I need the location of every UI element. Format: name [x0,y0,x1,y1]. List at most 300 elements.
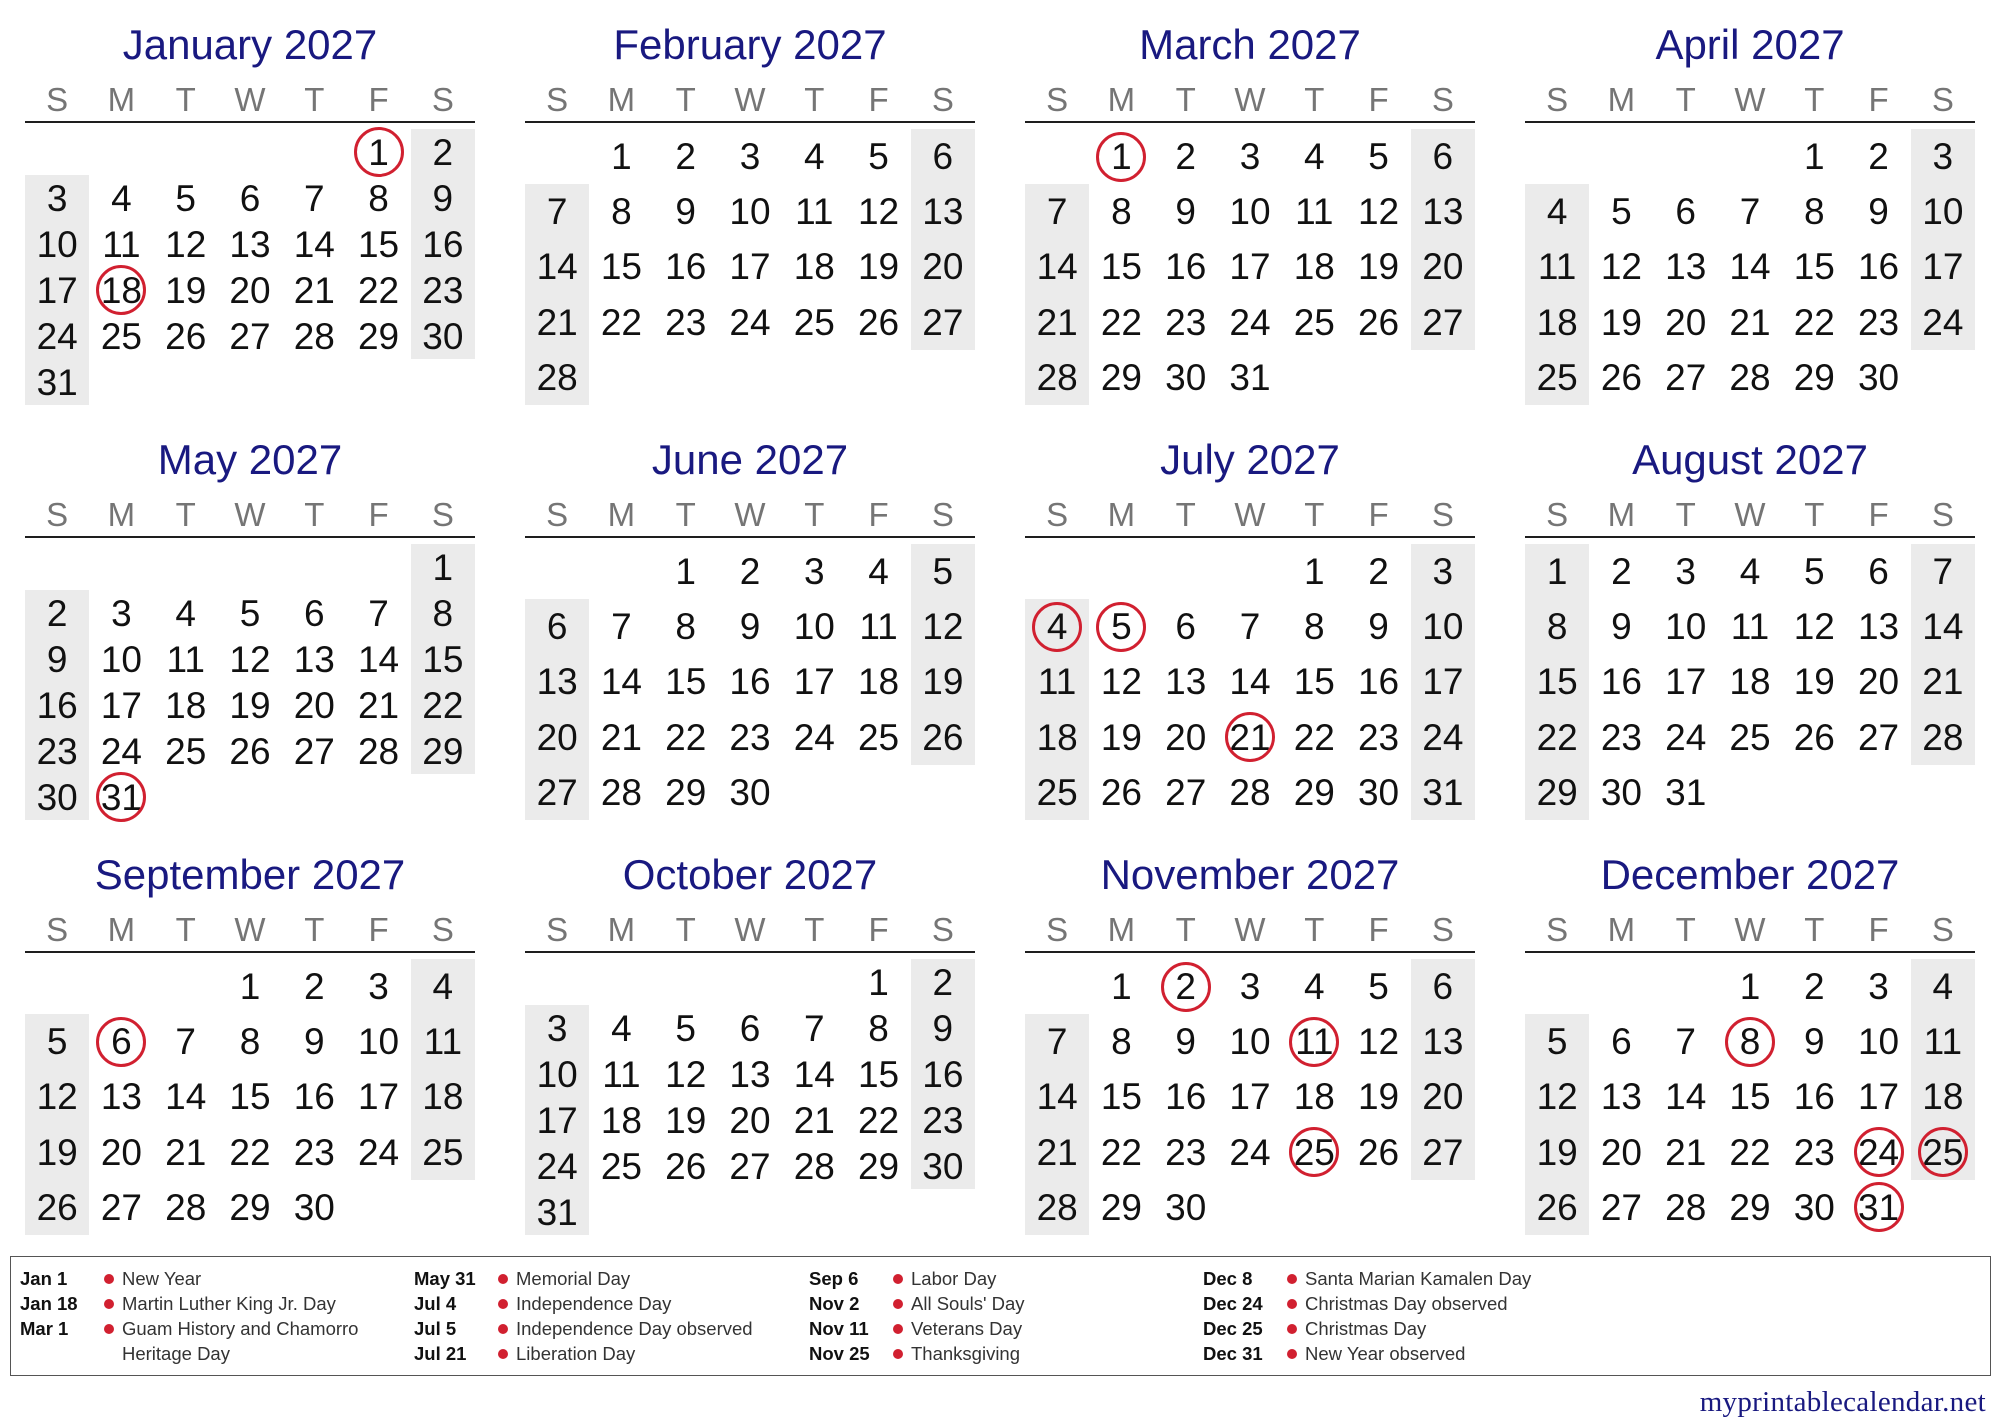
day-number: 17 [1422,661,1464,703]
weekday-label: W [1234,911,1266,948]
day-number: 26 [1357,301,1400,343]
day-number: 28 [1036,356,1078,398]
day-number: 30 [1357,771,1400,813]
day-cell [218,221,282,267]
legend-column [20,1266,387,1366]
day-cell [654,710,718,765]
empty-day-cell [89,129,153,175]
day-number: 19 [1536,1131,1578,1173]
day-number: 13 [293,638,335,680]
day-number: 22 [1293,716,1335,758]
day-cell [1846,129,1910,184]
day-number: 27 [1165,771,1207,813]
day-number: 17 [1857,1076,1900,1118]
legend-date: Jan 18 [20,1293,78,1314]
bullet-icon [96,1266,122,1291]
day-number: 28 [1036,1186,1078,1228]
month-march-2027 [1025,0,1475,406]
weekday-label: M [1107,496,1136,533]
day-cell [1782,1069,1846,1124]
day-cell [1346,765,1410,820]
day-number: 10 [1229,191,1271,233]
day-cell [846,129,910,184]
day-number: 2 [675,136,696,178]
day-number: 10 [1422,606,1464,648]
legend-holiday-name: Independence Day observed [516,1318,753,1339]
day-cell [25,221,89,267]
day-number: 26 [1536,1186,1578,1228]
day-number: 14 [793,1053,835,1095]
day-number: 5 [675,1007,696,1049]
weekday-label: S [931,911,954,948]
day-cell [1782,295,1846,350]
weekday-label: T [304,81,325,118]
day-number: 3 [1239,966,1261,1008]
day-cell [89,728,153,774]
day-cell [718,1005,782,1051]
day-cell [1589,1014,1653,1069]
day-cell [282,682,346,728]
day-cell [1718,654,1782,709]
weekday-label: W [1234,81,1266,118]
empty-day-cell [718,350,782,405]
day-number: 4 [803,136,825,178]
month-days-grid [25,129,475,405]
day-number: 30 [36,776,78,818]
day-number: 10 [729,191,771,233]
day-cell [411,175,475,221]
day-cell [1718,1125,1782,1180]
weekday-label: M [607,911,636,948]
legend-entry [414,1316,781,1341]
day-number: 17 [1922,246,1964,288]
legend-date: Jul 21 [414,1343,467,1364]
day-number: 28 [357,730,400,772]
day-number: 10 [793,606,835,648]
day-number: 20 [1857,661,1900,703]
day-cell [1589,1069,1653,1124]
weekday-label: S [546,81,569,118]
day-cell [1346,129,1410,184]
legend-date: Mar 1 [20,1318,69,1339]
day-number: 21 [1665,1131,1707,1173]
day-number: 27 [1600,1186,1642,1228]
day-cell [346,959,410,1014]
day-cell [89,221,153,267]
day-number: 14 [1229,661,1271,703]
weekday-label: F [368,81,389,118]
day-cell [911,1097,975,1143]
day-cell [154,221,218,267]
empty-day-cell [846,765,910,820]
day-cell [1411,710,1475,765]
day-number: 23 [293,1131,335,1173]
day-number: 1 [368,131,389,173]
day-number: 29 [1729,1186,1771,1228]
weekday-header-row [1525,79,1975,123]
day-number: 28 [600,771,642,813]
day-cell [89,682,153,728]
empty-day-cell [282,359,346,405]
day-number: 23 [1600,716,1642,758]
day-number: 27 [536,771,578,813]
day-cell [1846,959,1910,1014]
day-cell [654,765,718,820]
day-cell [1589,599,1653,654]
weekday-label: M [1607,496,1636,533]
day-cell [1411,295,1475,350]
day-cell [1346,239,1410,294]
weekday-label: S [1546,496,1569,533]
day-number: 26 [165,315,207,357]
day-number: 29 [422,730,464,772]
bullet-icon [1279,1291,1305,1316]
day-cell [1846,350,1910,405]
day-number: 21 [1729,301,1771,343]
empty-day-cell [654,959,718,1005]
weekday-label: M [1607,81,1636,118]
day-number: 12 [1357,1021,1400,1063]
day-cell [846,184,910,239]
day-number: 17 [1665,661,1707,703]
month-title: December 2027 [1600,851,1900,898]
day-number: 27 [1665,356,1707,398]
empty-day-cell [89,359,153,405]
weekday-header-row [1025,79,1475,123]
day-number: 5 [1803,551,1825,593]
day-cell [1154,654,1218,709]
day-number: 19 [165,269,207,311]
empty-day-cell [1218,544,1282,599]
day-number: 26 [665,1145,707,1187]
day-cell [1089,710,1153,765]
empty-day-cell [1911,765,1975,820]
empty-day-cell [154,544,218,590]
day-cell [1089,350,1153,405]
day-number: 19 [36,1131,78,1173]
day-cell [1218,295,1282,350]
day-cell [1218,654,1282,709]
weekday-label: S [1046,81,1069,118]
bullet-icon [490,1266,516,1291]
day-cell [1782,1180,1846,1235]
day-number: 6 [1675,191,1696,233]
empty-day-cell [589,959,653,1005]
day-cell [1154,184,1218,239]
day-cell [911,1005,975,1051]
day-number: 14 [293,223,335,265]
day-cell [411,682,475,728]
day-number: 23 [1857,301,1900,343]
day-number: 12 [1600,246,1642,288]
month-title: May 2027 [157,436,343,483]
day-cell [911,239,975,294]
day-cell [1411,239,1475,294]
day-cell [1654,599,1718,654]
day-cell [282,590,346,636]
day-number: 17 [357,1076,400,1118]
weekday-label: S [1046,911,1069,948]
weekday-label: S [1546,81,1569,118]
day-number: 5 [1368,136,1389,178]
day-number: 18 [1293,1076,1335,1118]
day-number: 23 [1165,301,1207,343]
day-number: 26 [36,1186,78,1228]
day-cell [89,1069,153,1124]
day-number: 17 [100,684,142,726]
day-number: 8 [368,177,389,219]
day-cell [346,682,410,728]
day-cell [1346,599,1410,654]
day-cell [846,544,910,599]
day-number: 7 [1739,191,1761,233]
day-cell [1218,765,1282,820]
day-number: 4 [1046,606,1068,648]
day-number: 12 [1100,661,1142,703]
day-cell [1846,184,1910,239]
day-number: 16 [36,684,78,726]
day-cell [589,184,653,239]
day-cell [282,175,346,221]
day-number: 9 [46,638,68,680]
day-cell [525,1189,589,1235]
day-number: 25 [100,315,142,357]
day-number: 29 [1100,1186,1142,1228]
day-cell [1654,1180,1718,1235]
weekday-label: M [1107,911,1136,948]
day-cell [1411,654,1475,709]
holiday-day-cell [1718,1014,1782,1069]
day-cell [1089,1014,1153,1069]
day-cell [911,129,975,184]
day-number: 12 [165,223,207,265]
empty-day-cell [154,774,218,820]
day-number: 24 [36,315,78,357]
empty-day-cell [589,544,653,599]
day-number: 11 [795,191,834,233]
day-cell [89,590,153,636]
day-cell [1654,184,1718,239]
day-cell [25,267,89,313]
weekday-label: S [46,81,69,118]
day-cell [282,636,346,682]
bullet-icon [1279,1316,1305,1341]
day-cell [1718,1069,1782,1124]
day-number: 12 [229,638,271,680]
weekday-label: F [868,496,889,533]
day-number: 7 [1046,1021,1068,1063]
day-number: 3 [739,136,761,178]
weekday-label: S [431,911,454,948]
day-cell [1589,184,1653,239]
month-january-2027 [25,0,475,406]
day-cell [1089,295,1153,350]
day-number: 4 [432,966,454,1008]
weekday-label: M [107,496,136,533]
weekday-label: W [1734,911,1766,948]
empty-day-cell [1782,765,1846,820]
day-number: 21 [536,301,578,343]
day-number: 1 [1803,136,1825,178]
weekday-label: T [1175,81,1196,118]
day-cell [1282,129,1346,184]
empty-day-cell [654,1189,718,1235]
day-number: 21 [600,716,642,758]
day-cell [282,221,346,267]
day-number: 13 [922,191,964,233]
day-number: 25 [600,1145,642,1187]
day-number: 5 [1611,191,1632,233]
day-number: 7 [175,1021,196,1063]
legend-date: Dec 8 [1203,1268,1253,1289]
day-number: 12 [857,191,900,233]
day-number: 29 [665,771,707,813]
day-cell [1282,599,1346,654]
day-number: 13 [1165,661,1207,703]
day-number: 24 [1922,301,1964,343]
day-number: 19 [1357,1076,1400,1118]
day-cell [1525,1180,1589,1235]
weekday-label: M [1107,81,1136,118]
day-cell [25,359,89,405]
month-october-2027 [525,830,975,1236]
day-cell [346,1069,410,1124]
day-number: 6 [1611,1021,1632,1063]
day-cell [1154,129,1218,184]
day-cell [718,295,782,350]
day-cell [1589,295,1653,350]
day-cell [782,654,846,709]
day-number: 23 [1165,1131,1207,1173]
day-cell [89,313,153,359]
empty-day-cell [25,129,89,175]
month-april-2027 [1525,0,1975,406]
day-cell [1346,184,1410,239]
day-cell [1282,765,1346,820]
weekday-label: T [175,81,196,118]
weekday-label: S [1546,911,1569,948]
day-cell [1911,1069,1975,1124]
day-number: 22 [422,684,464,726]
day-number: 19 [1357,246,1400,288]
day-cell [1782,654,1846,709]
day-number: 6 [111,1021,132,1063]
day-cell [346,1125,410,1180]
day-number: 7 [368,592,389,634]
day-cell [25,774,89,820]
empty-day-cell [1589,959,1653,1014]
day-cell [411,129,475,175]
day-cell [1718,350,1782,405]
day-cell [154,175,218,221]
day-cell [654,1097,718,1143]
weekday-label: T [804,81,825,118]
weekday-label: F [1868,81,1889,118]
day-cell [411,728,475,774]
day-number: 25 [1293,1131,1335,1173]
day-cell [846,959,910,1005]
day-number: 20 [1665,301,1707,343]
day-cell [1911,959,1975,1014]
day-number: 15 [1100,1076,1142,1118]
weekday-label: T [1175,911,1196,948]
day-number: 8 [868,1007,889,1049]
day-number: 2 [1868,136,1889,178]
day-cell [525,239,589,294]
day-number: 3 [803,551,825,593]
day-number: 13 [1422,191,1464,233]
day-cell [1911,544,1975,599]
day-number: 21 [793,1099,835,1141]
day-number: 28 [1729,356,1771,398]
day-number: 5 [868,136,889,178]
day-cell [282,728,346,774]
day-number: 15 [1729,1076,1771,1118]
empty-day-cell [1654,959,1718,1014]
day-number: 6 [303,592,325,634]
day-cell [525,295,589,350]
day-number: 7 [803,1007,825,1049]
day-cell [25,728,89,774]
bullet-icon [885,1341,911,1366]
day-cell [718,654,782,709]
weekday-header-row [1525,909,1975,953]
day-number: 5 [46,1021,68,1063]
day-number: 18 [1036,716,1078,758]
day-cell [589,239,653,294]
weekday-label: S [1431,496,1454,533]
empty-day-cell [154,129,218,175]
day-cell [282,1014,346,1069]
weekday-label: T [175,911,196,948]
day-cell [1654,350,1718,405]
day-number: 6 [932,136,954,178]
day-number: 19 [665,1099,707,1141]
day-cell [411,313,475,359]
day-number: 10 [357,1021,400,1063]
weekday-label: S [1931,496,1954,533]
day-cell [1846,544,1910,599]
empty-day-cell [911,350,975,405]
day-number: 28 [165,1186,207,1228]
day-number: 27 [1857,716,1900,758]
empty-day-cell [1911,350,1975,405]
day-cell [1282,959,1346,1014]
day-number: 16 [293,1076,335,1118]
day-number: 2 [1368,551,1389,593]
day-number: 30 [422,315,464,357]
day-number: 3 [1675,551,1696,593]
day-number: 11 [1923,1021,1963,1063]
day-cell [1089,239,1153,294]
day-number: 1 [868,961,889,1003]
legend-holiday-name: Santa Marian Kamalen Day [1305,1268,1532,1289]
day-number: 30 [1600,771,1642,813]
day-number: 27 [729,1145,771,1187]
day-cell [846,1097,910,1143]
month-days-grid [1025,959,1475,1235]
day-cell [589,765,653,820]
legend-entry [20,1266,387,1291]
day-number: 1 [611,136,632,178]
day-number: 20 [229,269,271,311]
month-days-grid [525,544,975,820]
day-number: 9 [432,177,454,219]
day-cell [846,599,910,654]
weekday-header-row [1025,909,1475,953]
day-number: 22 [857,1099,900,1141]
day-cell [1411,129,1475,184]
